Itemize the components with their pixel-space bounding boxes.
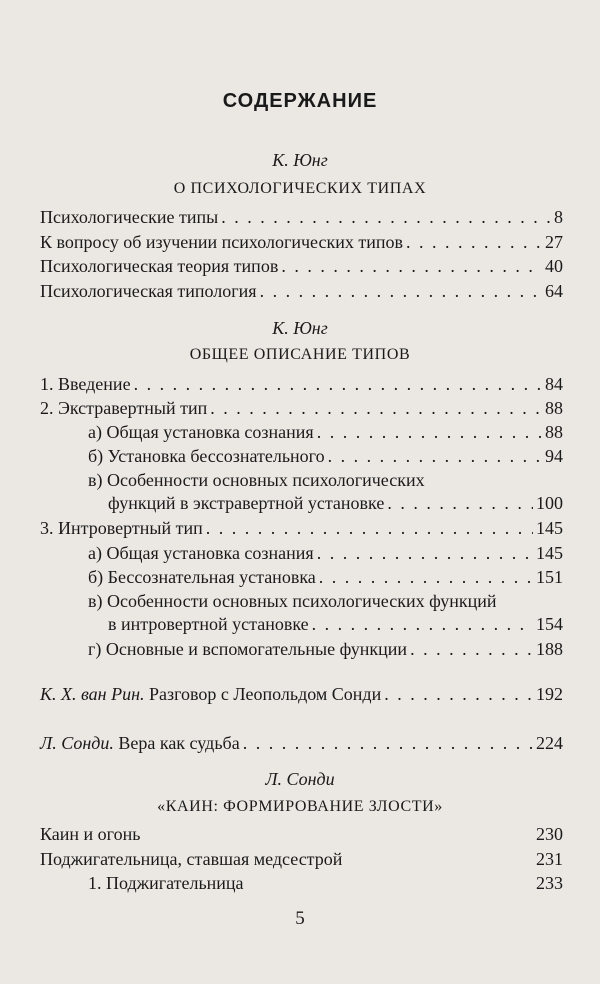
toc-entry-page: 224: [536, 733, 563, 753]
toc-entry-label: Психологическая типология: [40, 281, 257, 301]
toc-entry-label: 1. Поджигательница: [88, 873, 244, 893]
toc-subentry[interactable]: [88, 422, 563, 443]
toc-entry-page: 145: [536, 543, 563, 563]
toc-entry[interactable]: [40, 684, 563, 705]
toc-entry-page: 84: [545, 374, 563, 394]
toc-entry-label: [40, 684, 381, 705]
leader-dots: [384, 684, 533, 705]
toc-entry-page: 64: [545, 281, 563, 301]
leader-dots: [260, 281, 542, 302]
toc-entry-label: 2. Экстравертный тип: [40, 398, 208, 418]
toc-entry-label-line2: в интровертной установке: [108, 614, 309, 634]
toc-entry-page: 88: [545, 422, 563, 442]
toc-entry-page: 27: [545, 232, 563, 252]
block4-author: Л. Сонди: [265, 769, 335, 789]
toc-entry-page: 151: [536, 567, 563, 587]
toc-entry-page: 231: [536, 849, 563, 869]
toc-entry-page: 188: [536, 639, 563, 659]
toc-entry-page: 100: [536, 493, 563, 513]
toc-entry-page: 233: [536, 873, 563, 893]
block4-section-title: «КАИН: ФОРМИРОВАНИЕ ЗЛОСТИ»: [157, 798, 443, 815]
toc-entry-label: Психологические типы: [40, 207, 219, 227]
toc-subentry[interactable]: [88, 543, 563, 564]
block2-author: К. Юнг: [272, 318, 328, 338]
toc-entry-label: а) Общая установка сознания: [88, 543, 314, 563]
toc-entry-label: б) Установка бессознательного: [88, 446, 325, 466]
toc-entry-title: Вера как судьба: [118, 733, 240, 753]
leader-dots: [387, 493, 533, 514]
toc-entry-label-line1: в) Особенности основных психологических: [88, 470, 425, 490]
toc-entry[interactable]: [40, 256, 563, 277]
leader-dots: [312, 614, 533, 635]
leader-dots: [281, 256, 542, 277]
toc-entry-page: 8: [554, 207, 563, 227]
toc-subentry[interactable]: [88, 591, 563, 635]
toc-subentry[interactable]: [88, 873, 563, 894]
toc-entry[interactable]: [40, 232, 563, 253]
toc-entry-label: 1. Введение: [40, 374, 131, 394]
leader-dots: [406, 232, 542, 253]
toc-entry[interactable]: [40, 849, 563, 870]
leader-dots: [317, 422, 542, 443]
toc-entry-title: Разговор с Леопольдом Сонди: [149, 684, 382, 704]
toc-entry-line2: [88, 614, 563, 635]
toc-entry-page: 192: [536, 684, 563, 704]
toc-entry[interactable]: [40, 207, 563, 228]
toc-entry-page: 94: [545, 446, 563, 466]
toc-entry-author: К. Х. ван Рин.: [40, 684, 145, 704]
toc-entry-page: 145: [536, 518, 563, 538]
toc-entry-label: Поджигательница, ставшая медсестрой: [40, 849, 343, 869]
toc-entry[interactable]: [40, 733, 563, 754]
toc-entry-label: Каин и огонь: [40, 824, 141, 844]
leader-dots: [317, 543, 533, 564]
toc-entry[interactable]: [40, 374, 563, 395]
toc-subentry[interactable]: [88, 446, 563, 467]
block1-section-title: О ПСИХОЛОГИЧЕСКИХ ТИПАХ: [173, 180, 427, 197]
leader-dots: [243, 733, 533, 754]
toc-entry-author: Л. Сонди.: [40, 733, 114, 753]
toc-entry-label: Психологическая теория типов: [40, 256, 279, 276]
block1-author: К. Юнг: [272, 150, 328, 170]
leader-dots: [134, 374, 542, 395]
page-title: СОДЕРЖАНИЕ: [222, 90, 378, 112]
toc-entry-page: 154: [536, 614, 563, 634]
toc-entry-line2: [88, 493, 563, 514]
toc-entry[interactable]: [40, 281, 563, 302]
toc-entry-label-line1: в) Особенности основных психологических функций: [88, 591, 497, 611]
leader-dots: [210, 398, 542, 419]
toc-entry[interactable]: [40, 518, 563, 539]
toc-entry-label: а) Общая установка сознания: [88, 422, 314, 442]
page-number: 5: [295, 908, 305, 929]
toc-subentry[interactable]: [88, 639, 563, 660]
toc-subentry[interactable]: [88, 567, 563, 588]
toc-entry-page: 88: [545, 398, 563, 418]
toc-entry-label: К вопросу об изучении психологических типов: [40, 232, 403, 252]
toc-entry-label: [40, 733, 240, 754]
toc-entry-label: г) Основные и вспомогательные функции: [88, 639, 408, 659]
block2-section-title: ОБЩЕЕ ОПИСАНИЕ ТИПОВ: [189, 346, 411, 363]
toc-entry-label: 3. Интровертный тип: [40, 518, 203, 538]
leader-dots: [221, 207, 551, 228]
leader-dots: [206, 518, 533, 539]
leader-dots: [319, 567, 533, 588]
toc-entry-page: 40: [545, 256, 563, 276]
toc-entry[interactable]: [40, 824, 563, 845]
toc-entry-label: б) Бессознательная установка: [88, 567, 316, 587]
leader-dots: [328, 446, 542, 467]
leader-dots: [410, 639, 533, 660]
toc-entry-label-line2: функций в экстравертной установке: [108, 493, 385, 513]
toc-subentry[interactable]: [88, 470, 563, 514]
toc-entry[interactable]: [40, 398, 563, 419]
toc-entry-page: 230: [536, 824, 563, 844]
